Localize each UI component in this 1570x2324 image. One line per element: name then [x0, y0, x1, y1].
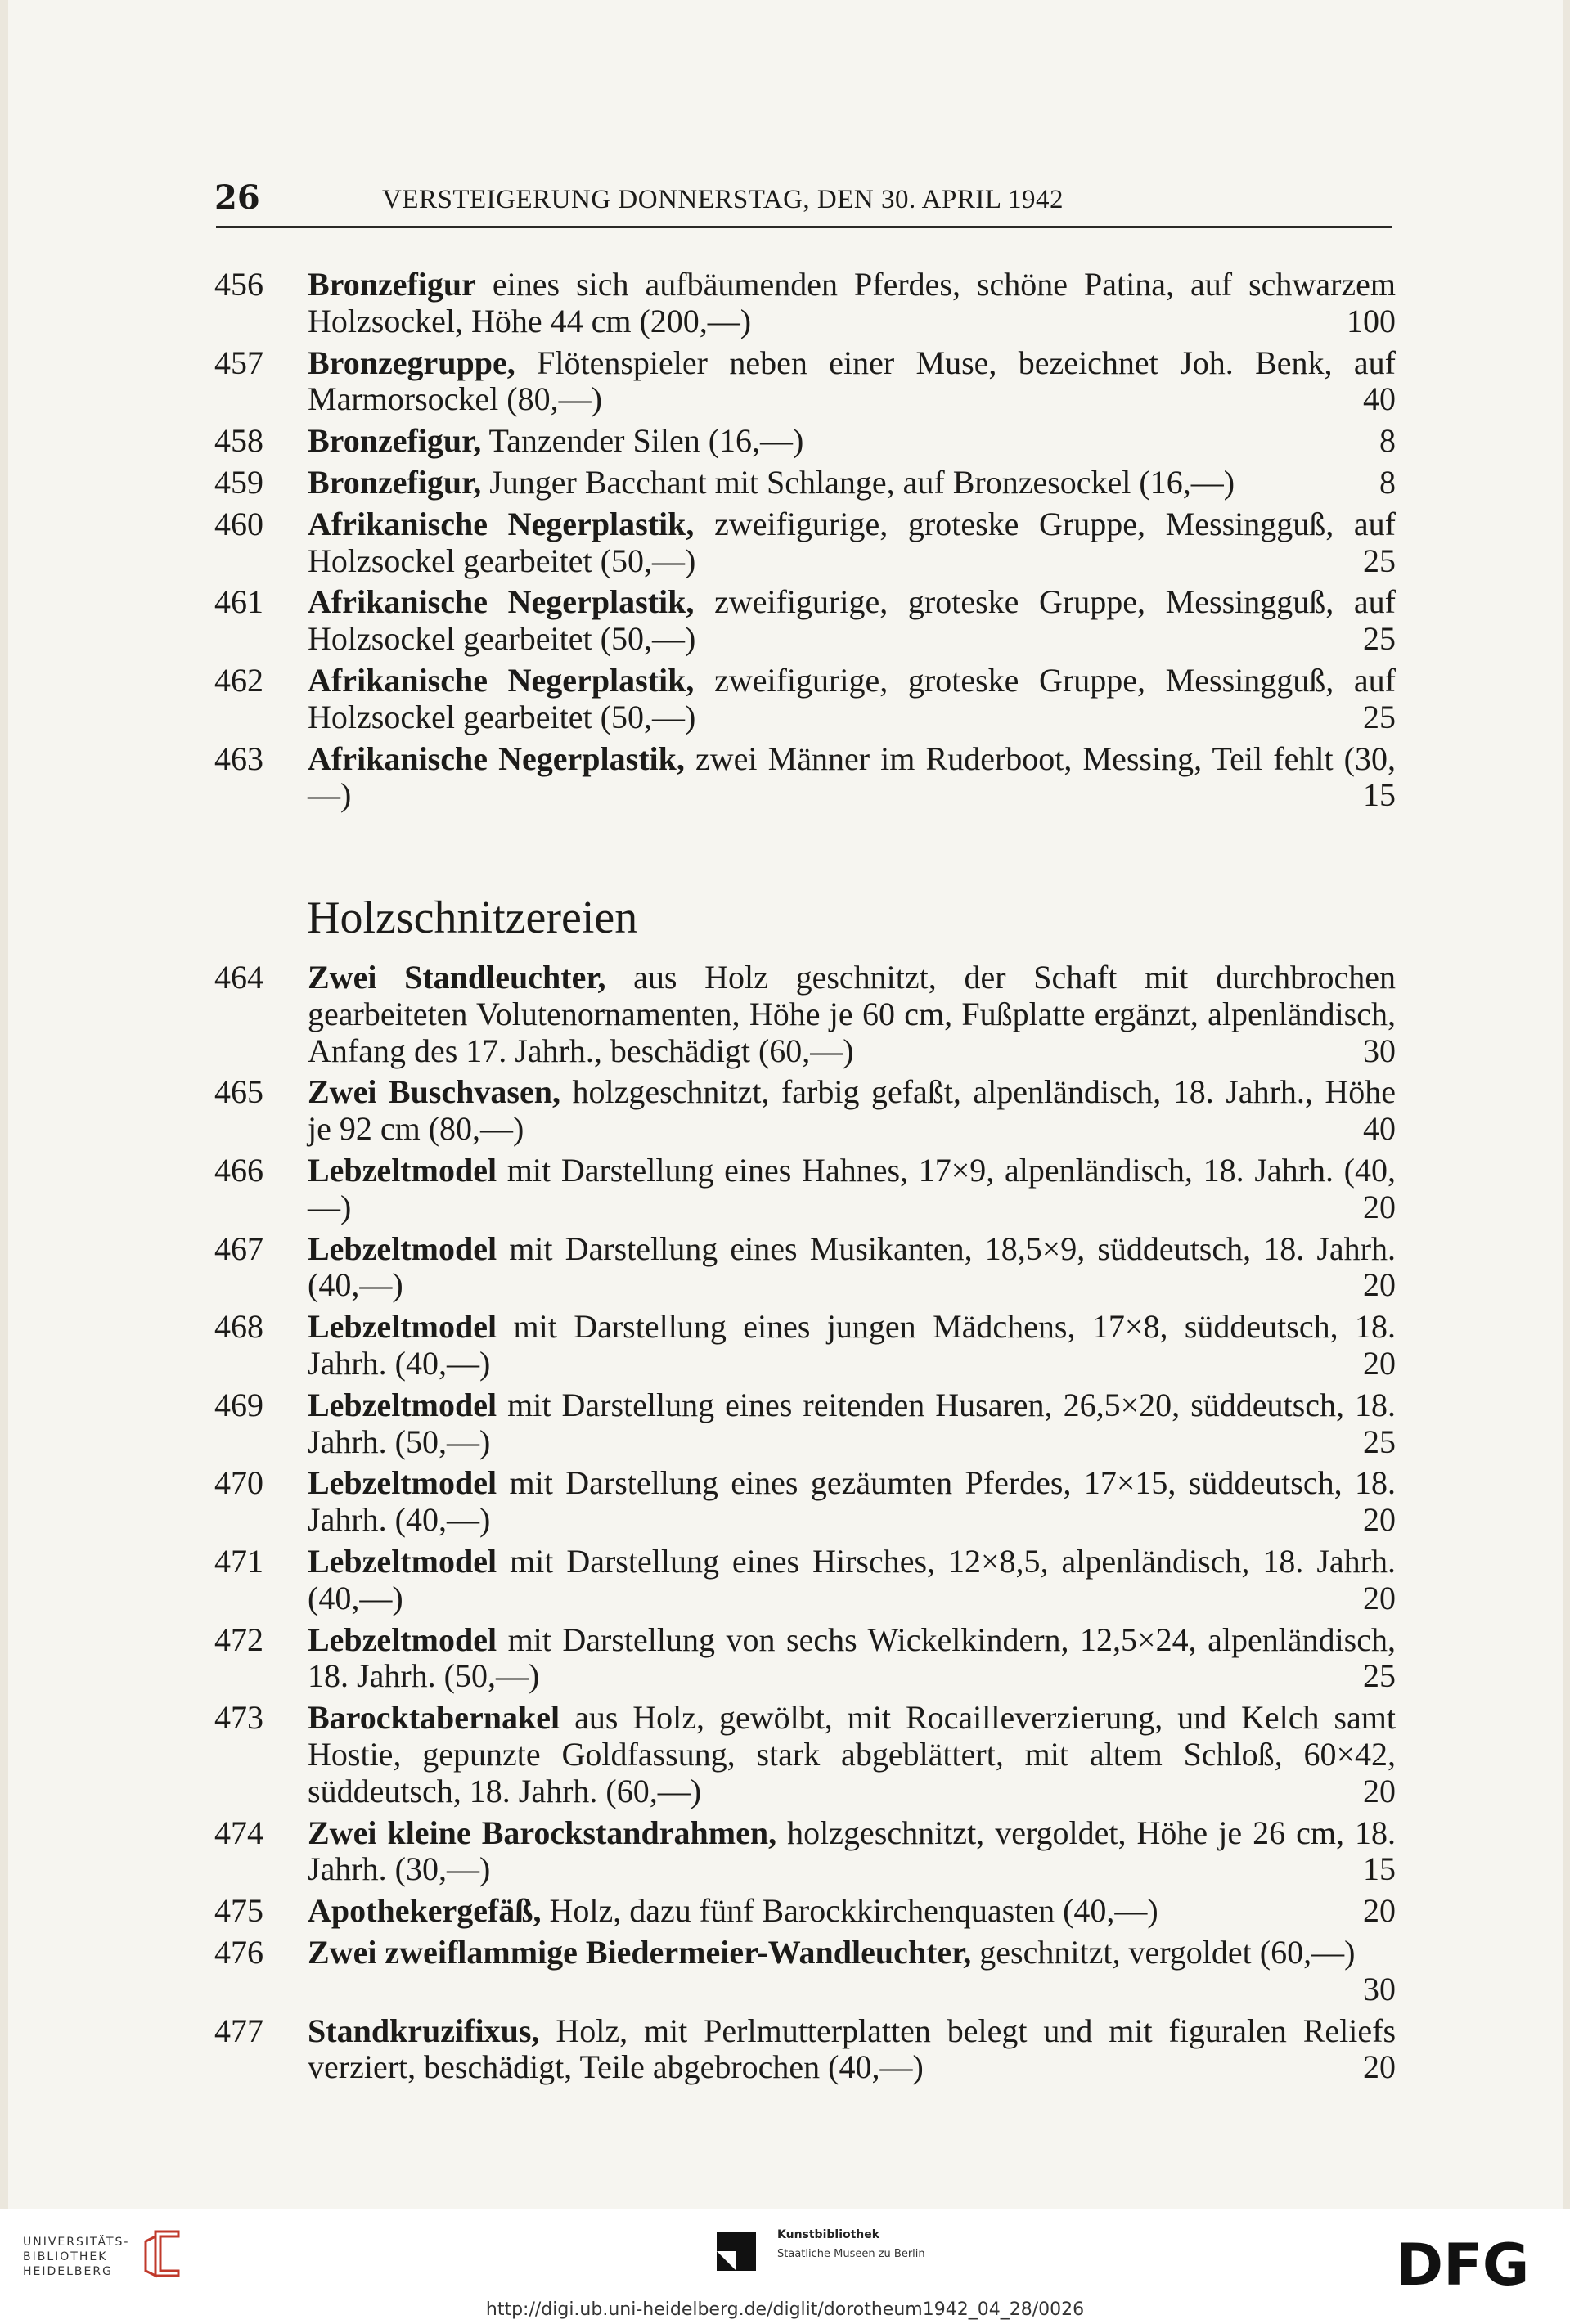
uni-logo-line: BIBLIOTHEK: [23, 2250, 108, 2263]
lot-price: 40: [1363, 380, 1396, 418]
catalog-entry: [214, 1815, 1397, 1889]
lot-text: geschnitzt, vergoldet (60,—): [979, 1933, 1356, 1971]
page-number: 26: [214, 178, 260, 217]
lot-heading: Lebzeltmodel: [308, 1386, 497, 1423]
lot-number: 464: [214, 959, 263, 996]
lot-text: mit Darstellung eines gezäumten Pferdes, 17×15, süddeutsch, 18. Jahrh. (40,—): [308, 1464, 1397, 1539]
lot-heading: Barocktabernakel: [308, 1699, 560, 1737]
lot-description: [308, 1815, 1396, 1889]
lot-heading: Bronzefigur,: [308, 463, 482, 501]
lot-heading: Lebzeltmodel: [308, 1151, 497, 1189]
lot-price: 25: [1363, 1657, 1396, 1695]
lot-price: 30: [1363, 1032, 1396, 1069]
university-library-logo: [23, 2235, 129, 2279]
lot-number: 463: [214, 739, 263, 777]
lot-description: [308, 1153, 1396, 1226]
catalog-entry: [214, 1153, 1397, 1226]
lot-heading: Afrikanische Negerplastik,: [308, 583, 695, 621]
lot-number: 471: [214, 1542, 263, 1580]
lot-description: [308, 267, 1396, 340]
lot-description: [308, 1387, 1396, 1461]
catalog-entry: [214, 1893, 1397, 1930]
section-title: Holzschnitzereien: [307, 892, 638, 943]
lot-text: aus Holz geschnitzt, der Schaft mit durchbrochen gearbeiteten Volutenornamenten, Höhe je 60 cm, Fußplatte ergänzt, alpenländisch, Anfang des 17. Jahrh., beschädigt (60,—): [308, 959, 1396, 1069]
catalog-entry: [214, 663, 1397, 736]
lot-description: [308, 1074, 1396, 1148]
lot-price: 20: [1363, 1501, 1396, 1539]
lot-price: 25: [1363, 698, 1396, 735]
lot-heading: Standkruzifixus,: [308, 2012, 540, 2049]
lot-number: 460: [214, 505, 263, 542]
catalog-entry: [214, 465, 1397, 501]
lot-price: 8: [1379, 422, 1396, 460]
lot-heading: Lebzeltmodel: [308, 1229, 497, 1267]
lot-description: [308, 1309, 1396, 1382]
lot-heading: Bronzefigur,: [308, 422, 482, 460]
lot-number: 472: [214, 1621, 263, 1658]
lot-heading: Afrikanische Negerplastik,: [308, 661, 695, 699]
catalog-entry: [214, 423, 1397, 460]
lot-heading: Bronzegruppe,: [308, 344, 515, 381]
lot-number: 469: [214, 1386, 263, 1423]
lot-description: [308, 423, 1396, 460]
running-head-title: VERSTEIGERUNG DONNERSTAG, DEN 30. APRIL 1942: [382, 185, 1064, 214]
lot-number: 468: [214, 1308, 263, 1346]
lot-text: Flötenspieler neben einer Muse, bezeichnet Joh. Benk, auf Marmorsockel (80,—): [308, 344, 1397, 418]
lot-description: [308, 584, 1396, 658]
catalog-entry: [214, 2013, 1397, 2087]
lot-text: eines sich aufbäumenden Pferdes, schöne Patina, auf schwarzem Holzsockel, Höhe 44 cm (200,—): [308, 266, 1397, 339]
catalog-entry: [214, 506, 1397, 580]
lot-text: Holz, mit Perlmutterplatten belegt und mit figuralen Reliefs verziert, beschädigt, Teile abgebrochen (40,—): [308, 2012, 1397, 2086]
lot-text: zweifigurige, groteske Gruppe, Messingguß, auf Holzsockel gearbeitet (50,—): [308, 661, 1396, 735]
source-url: http://digi.ub.uni-heidelberg.de/diglit/dorotheum1942_04_28/0026: [485, 2299, 1085, 2320]
lot-number: 457: [214, 344, 263, 381]
lot-price: 20: [1363, 1344, 1396, 1382]
lot-text: aus Holz, gewölbt, mit Rocailleverzierung, und Kelch samt Hostie, gepunzte Goldfassung, stark abgeblättert, mit altem Schloß, 60×42, süddeutsch, 18. Jahrh. (60,—): [308, 1699, 1396, 1809]
lot-price: 20: [1363, 1772, 1396, 1809]
entry-list-holzschnitzereien: [214, 960, 1397, 2091]
lot-number: 467: [214, 1229, 263, 1267]
header-rule: [216, 226, 1392, 228]
kunstbibliothek-title: Kunstbibliothek: [777, 2228, 880, 2241]
entry-list-bronze: [214, 267, 1397, 819]
catalog-entry: [214, 1544, 1397, 1617]
catalog-entry: [214, 1935, 1397, 2008]
lot-description: [308, 506, 1396, 580]
lot-description: [308, 1700, 1396, 1809]
lot-text: mit Darstellung eines Hahnes, 17×9, alpenländisch, 18. Jahrh. (40,—): [308, 1151, 1396, 1225]
catalog-entry: [214, 345, 1397, 419]
lot-heading: Apothekergefäß,: [308, 1892, 542, 1930]
lot-text: mit Darstellung eines Musikanten, 18,5×9, süddeutsch, 18. Jahrh. (40,—): [308, 1229, 1397, 1304]
catalog-entry: [214, 1074, 1397, 1148]
lot-heading: Zwei zweiflammige Biedermeier-Wandleuchter,: [308, 1933, 972, 1971]
lot-text: mit Darstellung eines reitenden Husaren, 26,5×20, süddeutsch, 18. Jahrh. (50,—): [308, 1386, 1396, 1460]
lot-heading: Lebzeltmodel: [308, 1542, 497, 1580]
lot-text: zweifigurige, groteske Gruppe, Messingguß, auf Holzsockel gearbeitet (50,—): [308, 583, 1396, 658]
lot-description: [308, 465, 1396, 501]
lot-heading: Zwei Buschvasen,: [308, 1073, 560, 1111]
lot-description: [308, 2013, 1396, 2087]
lot-number: 474: [214, 1814, 263, 1851]
lot-description: [308, 1935, 1396, 2008]
lot-price: 20: [1363, 1188, 1396, 1225]
lot-price: 30: [1363, 1970, 1396, 2007]
kunstbibliothek-subtitle: Staatliche Museen zu Berlin: [777, 2248, 925, 2260]
lot-heading: Bronzefigur: [308, 266, 476, 303]
lot-description: [308, 1893, 1396, 1930]
catalog-entry: [214, 1387, 1397, 1461]
lot-price: 20: [1363, 1266, 1396, 1304]
lot-number: 476: [214, 1933, 263, 1971]
catalog-entry: [214, 1231, 1397, 1305]
lot-heading: Lebzeltmodel: [308, 1464, 497, 1502]
lot-description: [308, 1544, 1396, 1617]
lot-text: Holz, dazu fünf Barockkirchenquasten (40,—): [549, 1892, 1158, 1930]
lot-price: 20: [1363, 1579, 1396, 1616]
lot-price: 25: [1363, 542, 1396, 579]
lot-number: 459: [214, 463, 263, 501]
lot-number: 470: [214, 1464, 263, 1502]
lot-text: zwei Männer im Ruderboot, Messing, Teil fehlt (30,—): [308, 739, 1397, 814]
lot-price: 20: [1363, 2048, 1396, 2086]
lot-price: 40: [1363, 1110, 1396, 1148]
lot-description: [308, 1231, 1396, 1305]
lot-heading: Zwei Standleuchter,: [308, 959, 606, 996]
uni-logo-line: HEIDELBERG: [23, 2265, 113, 2278]
catalog-entry: [214, 1622, 1397, 1696]
lot-text: holzgeschnitzt, vergoldet, Höhe je 26 cm, 18. Jahrh. (30,—): [308, 1814, 1396, 1888]
lot-description: [308, 345, 1396, 419]
lot-description: [308, 960, 1396, 1069]
lot-number: 461: [214, 583, 263, 621]
running-head: [214, 178, 1392, 219]
kunstbibliothek-logo-icon: [712, 2227, 761, 2276]
dfg-logo-text: DFG: [1396, 2236, 1530, 2293]
catalog-entry: [214, 741, 1397, 815]
lot-number: 458: [214, 422, 263, 460]
lot-heading: Lebzeltmodel: [308, 1621, 497, 1658]
catalog-entry: [214, 1465, 1397, 1539]
lot-heading: Zwei kleine Barockstandrahmen,: [308, 1814, 777, 1851]
lot-description: [308, 1622, 1396, 1696]
lot-number: 473: [214, 1699, 263, 1737]
lot-text: holzgeschnitzt, farbig gefaßt, alpenländisch, 18. Jahrh., Höhe je 92 cm (80,—): [308, 1073, 1396, 1148]
catalog-entry: [214, 960, 1397, 1069]
catalog-entry: [214, 584, 1397, 658]
university-seal-icon: [131, 2225, 188, 2282]
lot-number: 465: [214, 1073, 263, 1111]
uni-logo-line: UNIVERSITÄTS-: [23, 2236, 130, 2249]
lot-description: [308, 741, 1396, 815]
lot-heading: Afrikanische Negerplastik,: [308, 505, 695, 542]
lot-heading: Lebzeltmodel: [308, 1308, 497, 1346]
lot-price: 15: [1363, 1850, 1396, 1888]
lot-description: [308, 1465, 1396, 1539]
lot-text: Junger Bacchant mit Schlange, auf Bronzesockel (16,—): [489, 463, 1235, 501]
lot-price: 100: [1347, 302, 1396, 339]
lot-text: mit Darstellung eines Hirsches, 12×8,5, alpenländisch, 18. Jahrh. (40,—): [308, 1542, 1397, 1616]
lot-description: [308, 663, 1396, 736]
lot-price: 20: [1363, 1892, 1396, 1930]
lot-number: 456: [214, 266, 263, 303]
dfg-logo: [1396, 2236, 1551, 2293]
lot-number: 466: [214, 1151, 263, 1189]
lot-price: 25: [1363, 1423, 1396, 1460]
catalog-entry: [214, 267, 1397, 340]
catalog-entry: [214, 1309, 1397, 1382]
lot-text: mit Darstellung von sechs Wickelkindern, 12,5×24, alpenländisch, 18. Jahrh. (50,—): [308, 1621, 1396, 1695]
lot-number: 477: [214, 2012, 263, 2049]
lot-number: 475: [214, 1892, 263, 1930]
lot-text: Tanzender Silen (16,—): [488, 422, 804, 460]
lot-price: 25: [1363, 620, 1396, 658]
lot-price: 8: [1379, 463, 1396, 501]
lot-number: 462: [214, 661, 263, 699]
catalog-entry: [214, 1700, 1397, 1809]
lot-price: 15: [1363, 776, 1396, 814]
lot-heading: Afrikanische Negerplastik,: [308, 739, 685, 777]
lot-text: mit Darstellung eines jungen Mädchens, 17×8, süddeutsch, 18. Jahrh. (40,—): [308, 1308, 1396, 1382]
lot-text: zweifigurige, groteske Gruppe, Messingguß, auf Holzsockel gearbeitet (50,—): [308, 505, 1396, 579]
